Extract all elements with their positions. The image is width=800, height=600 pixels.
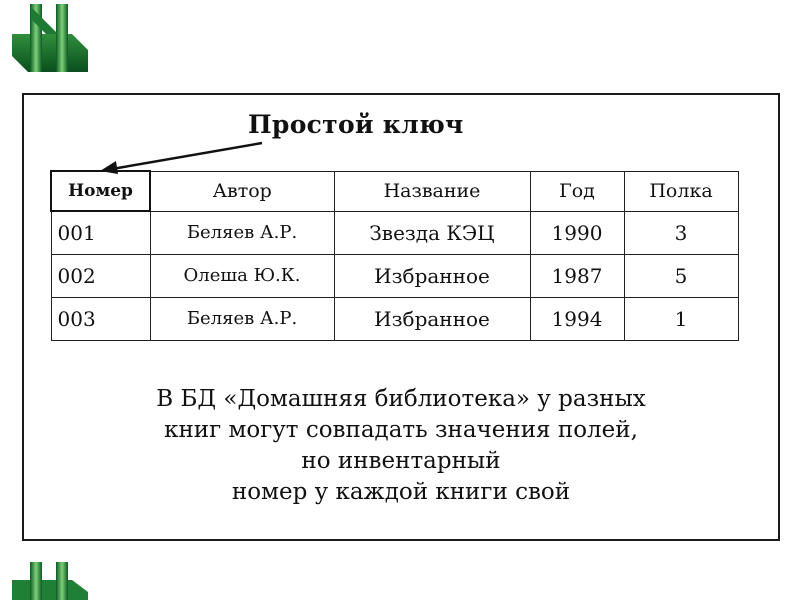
explanation-text [30, 384, 772, 508]
green-ribbon-icon [12, 4, 88, 72]
cell-year: 1990 [530, 211, 624, 254]
table-row [51, 254, 738, 297]
books-table [50, 170, 739, 341]
green-ribbon-icon [12, 562, 88, 600]
column-header-year: Год [530, 171, 624, 211]
cell-title: Звезда КЭЦ [334, 211, 530, 254]
cell-number: 002 [51, 254, 150, 297]
table-row [51, 211, 738, 254]
explanation-line: В БД «Домашняя библиотека» у разных [156, 386, 646, 412]
cell-number: 003 [51, 297, 150, 340]
table-header-row [51, 171, 738, 211]
cell-title: Избранное [334, 297, 530, 340]
cell-shelf: 1 [624, 297, 738, 340]
cell-year: 1994 [530, 297, 624, 340]
cell-author: Беляев А.Р. [150, 211, 334, 254]
explanation-line: книг могут совпадать значения полей, [164, 417, 638, 443]
column-header-title: Название [334, 171, 530, 211]
column-header-shelf: Полка [624, 171, 738, 211]
cell-year: 1987 [530, 254, 624, 297]
column-header-number: Номер [51, 171, 150, 211]
explanation-line: номер у каждой книги свой [231, 479, 571, 505]
cell-shelf: 3 [624, 211, 738, 254]
explanation-line: но инвентарный [301, 448, 501, 474]
slide-title: Простой ключ [248, 110, 464, 139]
cell-shelf: 5 [624, 254, 738, 297]
column-header-author: Автор [150, 171, 334, 211]
cell-author: Беляев А.Р. [150, 297, 334, 340]
table-row [51, 297, 738, 340]
cell-author: Олеша Ю.К. [150, 254, 334, 297]
cell-title: Избранное [334, 254, 530, 297]
cell-number: 001 [51, 211, 150, 254]
